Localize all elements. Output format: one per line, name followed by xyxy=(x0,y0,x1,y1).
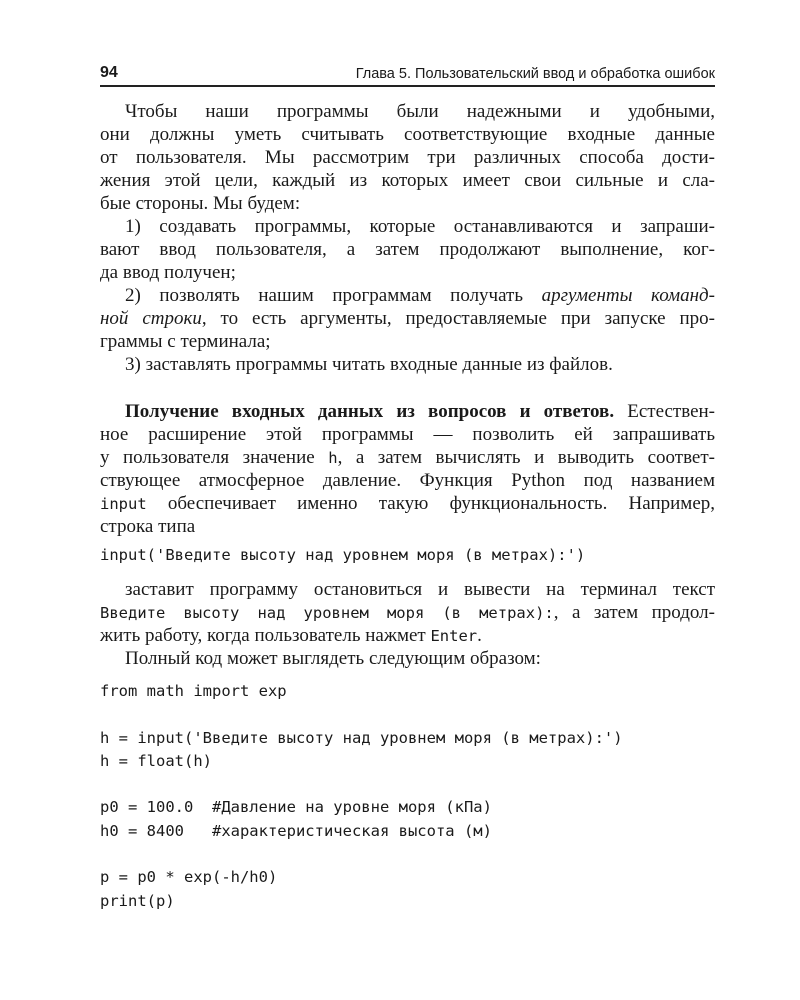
text-segment: Естествен- xyxy=(614,401,715,422)
text-segment: ное расширение этой программы — позволить ей запрашивать xyxy=(100,424,715,445)
text-line xyxy=(100,469,715,492)
text-segment: вают ввод пользователя, а затем продолжают выполнение, ког- xyxy=(100,239,715,260)
code-line: h = input('Введите высоту над уровнем моря (в метрах):') xyxy=(100,728,623,747)
code-line: print(p) xyxy=(100,891,175,910)
page-number: 94 xyxy=(100,64,118,81)
code-line: from math import exp xyxy=(100,682,287,700)
text-segment: , а затем вычислять и выводить соответ- xyxy=(337,447,715,468)
text-line xyxy=(100,492,715,515)
text-segment: у пользователя значение xyxy=(100,447,329,468)
code-line xyxy=(100,703,623,726)
text-line xyxy=(100,169,715,192)
text-line xyxy=(100,515,715,538)
inline-code: Enter xyxy=(430,627,478,645)
text-segment: жить работу, когда пользователь нажмет xyxy=(100,625,431,646)
text-line xyxy=(100,238,715,261)
text-segment: строка типа xyxy=(100,516,196,537)
text-segment: бые стороны. Мы будем: xyxy=(100,193,301,214)
code-line: h0 = 8400 #характеристическая высота (м) xyxy=(100,821,492,840)
italic-term: аргументы команд- xyxy=(541,285,715,306)
text-segment: заставит программу остановиться и вывести на терминал текст xyxy=(125,579,715,600)
bold-heading: Получение входных данных из вопросов и ответов. xyxy=(125,401,615,422)
code-line: input('Введите высоту над уровнем моря (в метрах):') xyxy=(100,546,586,564)
text-line xyxy=(100,400,715,423)
text-segment: да ввод получен; xyxy=(100,262,236,283)
code-line: p = p0 * exp(-h/h0) xyxy=(100,868,278,887)
text-line xyxy=(100,330,715,353)
code-line xyxy=(100,843,623,866)
text-segment: они должны уметь считывать соответствующие входные данные xyxy=(100,124,715,145)
explanation-paragraph xyxy=(100,578,715,670)
text-line xyxy=(100,624,715,647)
text-segment: . xyxy=(477,625,482,646)
text-line xyxy=(100,100,715,123)
input-section-paragraph xyxy=(100,400,715,538)
text-segment: Полный код может выглядеть следующим образом: xyxy=(125,648,541,669)
text-segment: 3) заставлять программы читать входные данные из файлов. xyxy=(125,354,613,375)
text-line xyxy=(100,307,715,330)
text-segment: ствующее атмосферное давление. Функция Python под названием xyxy=(100,470,715,491)
code-line: p0 = 100.0 #Давление на уровне моря (кПа) xyxy=(100,798,492,817)
text-line xyxy=(100,215,715,238)
text-segment: жения этой цели, каждый из которых имеет свои сильные и сла- xyxy=(100,170,715,191)
text-line xyxy=(100,578,715,601)
text-line xyxy=(100,601,715,624)
code-example-input xyxy=(100,544,585,567)
inline-code: h xyxy=(328,449,338,467)
text-line xyxy=(100,192,715,215)
text-line xyxy=(100,123,715,146)
text-segment: 2) позволять нашим программам получать xyxy=(125,285,542,306)
text-segment: 1) создавать программы, которые останавливаются и запраши- xyxy=(125,216,715,237)
text-line xyxy=(100,284,715,307)
text-line xyxy=(100,146,715,169)
text-segment: граммы с терминала; xyxy=(100,331,271,352)
italic-term: ной строки xyxy=(100,308,202,329)
code-line xyxy=(100,773,623,796)
text-segment: Чтобы наши программы были надежными и удобными, xyxy=(125,101,715,122)
inline-code: input xyxy=(100,495,147,513)
code-listing xyxy=(100,680,623,913)
text-line xyxy=(100,261,715,284)
inline-code: Введите высоту над уровнем моря (в метрах): xyxy=(100,604,554,622)
intro-paragraph xyxy=(100,100,715,376)
text-line xyxy=(100,423,715,446)
text-line xyxy=(100,353,715,376)
header-rule xyxy=(100,85,715,87)
text-segment: от пользователя. Мы рассмотрим три различных способа дости- xyxy=(100,147,715,168)
text-segment: обеспечивает именно такую функциональность. Например, xyxy=(146,493,715,514)
text-line xyxy=(100,446,715,469)
text-line xyxy=(100,647,715,670)
code-line: h = float(h) xyxy=(100,751,212,770)
text-segment: , то есть аргументы, предоставляемые при запуске про- xyxy=(201,308,715,329)
text-segment: , а затем продол- xyxy=(553,602,715,623)
chapter-title: Глава 5. Пользовательский ввод и обработка ошибок xyxy=(355,66,715,82)
